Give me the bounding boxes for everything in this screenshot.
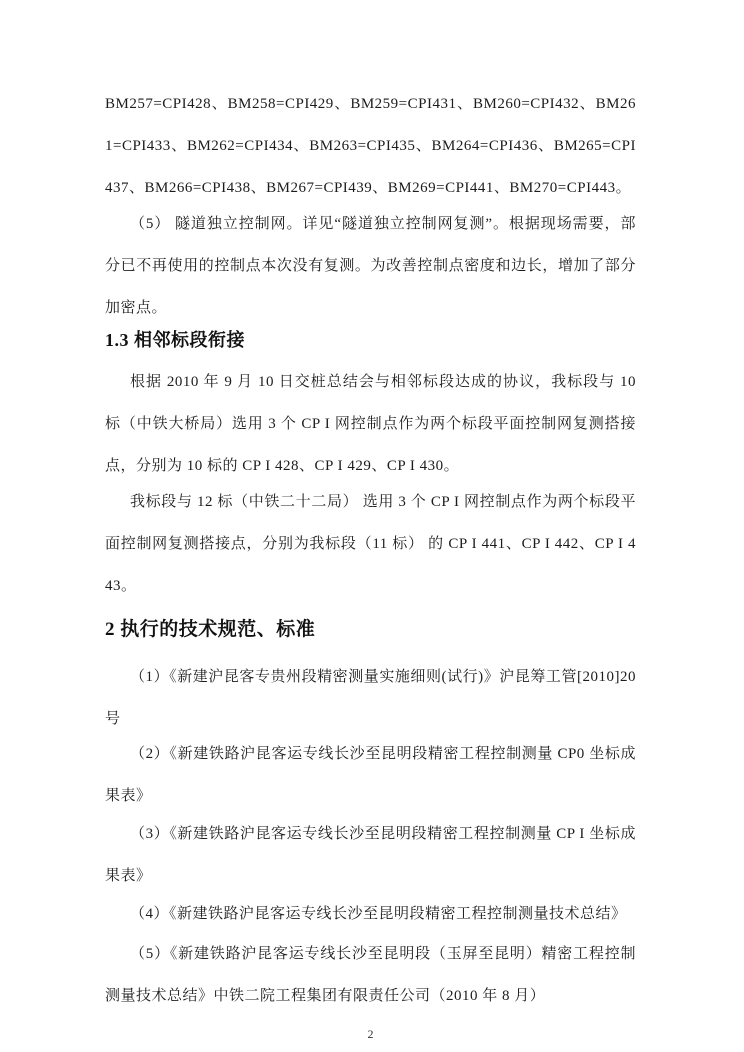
paragraph-reference-5: （5）《新建铁路沪昆客运专线长沙至昆明段（玉屏至昆明）精密工程控制测量技术总结》中铁二院工程集团有限责任公司（2010 年 8 月）: [105, 946, 636, 1004]
heading-section-2: 2 执行的技术规范、标准: [105, 619, 316, 640]
heading-section-1-3: 1.3 相邻标段衔接: [105, 330, 245, 350]
paragraph-reference-3: （3）《新建铁路沪昆客运专线长沙至昆明段精密工程控制测量 CP I 坐标成果表》: [105, 826, 636, 884]
paragraph-adjacent-section-10: 根据 2010 年 9 月 10 日交桩总结会与相邻标段达成的协议，我标段与 10 标（中铁大桥局）选用 3 个 CP I 网控制点作为两个标段平面控制网复测搭接点，分别为 10 标的 CP I 428、CP I 429、CP I 430。: [105, 374, 636, 474]
paragraph-reference-4: （4）《新建铁路沪昆客运专线长沙至昆明段精密工程控制测量技术总结》: [130, 906, 627, 922]
paragraph-tunnel-control-network: （5） 隧道独立控制网。详见“隧道独立控制网复测”。根据现场需要，部分已不再使用的控制点本次没有复测。为改善控制点密度和边长，增加了部分加密点。: [105, 216, 636, 316]
page-number: 2: [367, 1027, 374, 1041]
paragraph-adjacent-section-12: 我标段与 12 标（中铁二十二局） 选用 3 个 CP I 网控制点作为两个标段平面控制网复测搭接点，分别为我标段（11 标） 的 CP I 441、CP I 442、CP I 443。: [105, 494, 636, 594]
paragraph-reference-2: （2）《新建铁路沪昆客运专线长沙至昆明段精密工程控制测量 CP0 坐标成果表》: [105, 746, 636, 804]
paragraph-bm-cpi-equivalence: BM257=CPI428、BM258=CPI429、BM259=CPI431、BM260=CPI432、BM261=CPI433、BM262=CPI434、BM263=CPI435、BM264=CPI436、BM265=CPI437、BM266=CPI438、BM267=CPI439、BM269=CPI441、BM270=CPI443。: [105, 96, 636, 196]
paragraph-reference-1: （1）《新建沪昆客专贵州段精密测量实施细则(试行)》沪昆筹工管[2010]20 号: [105, 669, 636, 727]
